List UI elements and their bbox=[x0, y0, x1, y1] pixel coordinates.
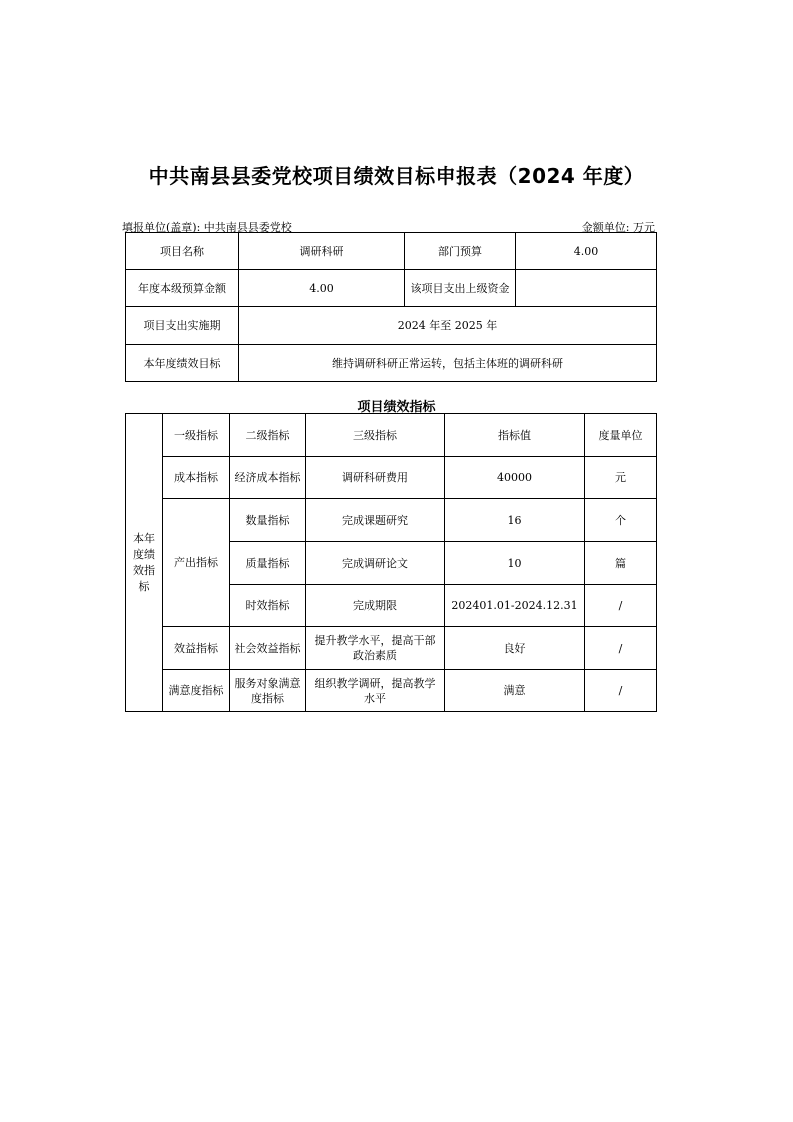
header-level1: 一级指标 bbox=[163, 414, 230, 457]
level1-cell: 效益指标 bbox=[163, 627, 230, 670]
goal-value: 维持调研科研正常运转，包括主体班的调研科研 bbox=[239, 345, 657, 382]
annual-indicator-side-label: 本年 度绩 效指 标 bbox=[126, 414, 163, 712]
superior-funds-value bbox=[516, 270, 657, 307]
period-label: 项目支出实施期 bbox=[126, 307, 239, 345]
unit-cell: 个 bbox=[585, 499, 657, 542]
value-cell: 满意 bbox=[445, 670, 585, 712]
dept-budget-label: 部门预算 bbox=[405, 233, 516, 270]
goal-label: 本年度绩效目标 bbox=[126, 345, 239, 382]
unit-cell: 篇 bbox=[585, 542, 657, 585]
level3-cell: 组织教学调研，提高教学 水平 bbox=[306, 670, 445, 712]
annual-budget-value: 4.00 bbox=[239, 270, 405, 307]
level3-cell: 完成课题研究 bbox=[306, 499, 445, 542]
level2-cell: 时效指标 bbox=[230, 585, 306, 627]
table-row bbox=[126, 457, 657, 499]
filler-unit: 填报单位(盖章): 中共南县县委党校 bbox=[122, 221, 292, 234]
value-cell: 202401.01-2024.12.31 bbox=[445, 585, 585, 627]
page-title: 中共南县县委党校项目绩效目标申报表（2024 年度） bbox=[148, 164, 645, 188]
level3-cell: 调研科研费用 bbox=[306, 457, 445, 499]
level3-cell: 提升教学水平，提高干部 政治素质 bbox=[306, 627, 445, 670]
project-name-label: 项目名称 bbox=[126, 233, 239, 270]
level2-cell: 经济成本指标 bbox=[230, 457, 306, 499]
unit-cell: / bbox=[585, 585, 657, 627]
header-unit: 度量单位 bbox=[585, 414, 657, 457]
header-value: 指标值 bbox=[445, 414, 585, 457]
unit-cell: / bbox=[585, 670, 657, 712]
unit-cell: / bbox=[585, 627, 657, 670]
table-row bbox=[126, 670, 657, 712]
superior-funds-label: 该项目支出上级资金 bbox=[405, 270, 516, 307]
level3-cell: 完成调研论文 bbox=[306, 542, 445, 585]
level1-cell: 满意度指标 bbox=[163, 670, 230, 712]
value-cell: 16 bbox=[445, 499, 585, 542]
level1-cell: 产出指标 bbox=[163, 499, 230, 627]
value-cell: 良好 bbox=[445, 627, 585, 670]
value-cell: 40000 bbox=[445, 457, 585, 499]
level2-cell: 数量指标 bbox=[230, 499, 306, 542]
dept-budget-value: 4.00 bbox=[516, 233, 657, 270]
unit-cell: 元 bbox=[585, 457, 657, 499]
header-level3: 三级指标 bbox=[306, 414, 445, 457]
project-name-value: 调研科研 bbox=[239, 233, 405, 270]
indicators-title: 项目绩效指标 bbox=[357, 400, 436, 415]
level3-cell: 完成期限 bbox=[306, 585, 445, 627]
amount-unit: 金额单位: 万元 bbox=[581, 221, 655, 234]
level1-cell: 成本指标 bbox=[163, 457, 230, 499]
header-level2: 二级指标 bbox=[230, 414, 306, 457]
annual-budget-label: 年度本级预算金额 bbox=[126, 270, 239, 307]
table-row bbox=[126, 499, 657, 542]
value-cell: 10 bbox=[445, 542, 585, 585]
level2-cell: 服务对象满意 度指标 bbox=[230, 670, 306, 712]
period-value: 2024 年至 2025 年 bbox=[239, 307, 657, 345]
table-row bbox=[126, 627, 657, 670]
indicators-table bbox=[125, 413, 657, 712]
level2-cell: 质量指标 bbox=[230, 542, 306, 585]
level2-cell: 社会效益指标 bbox=[230, 627, 306, 670]
basic-info-table bbox=[125, 232, 657, 382]
